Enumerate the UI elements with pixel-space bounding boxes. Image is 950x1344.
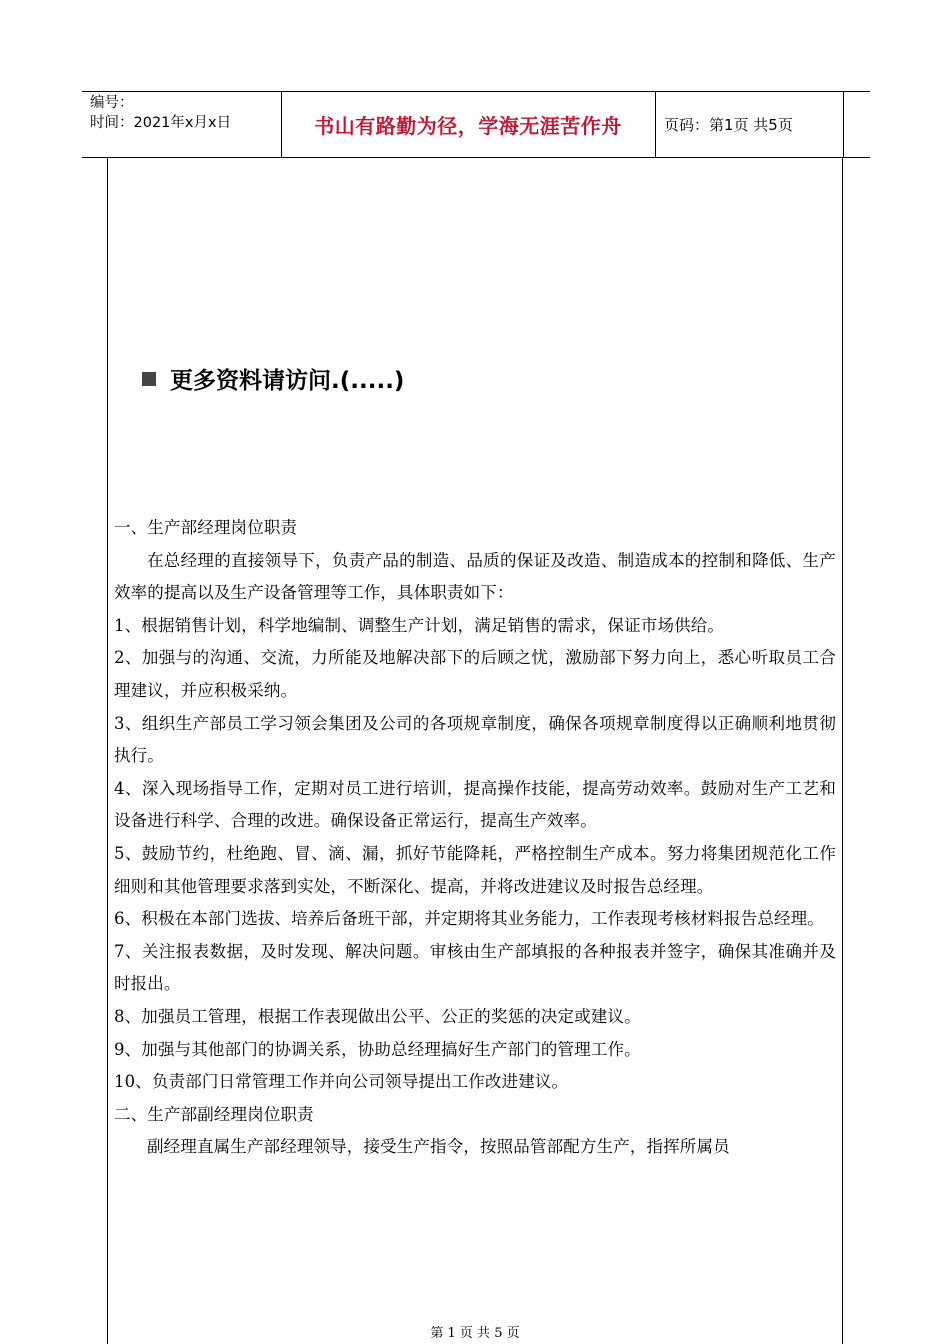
document-body [114,512,836,1164]
section-1-title: 一、生产部经理岗位职责 [114,518,298,537]
section-2-title: 二、生产部副经理岗位职责 [114,1104,314,1124]
promo-text: 更多资料请访问.(.....) [170,368,405,394]
date-label: 时间：2021年x月x日 [90,115,232,131]
header-page-info: 页码：第1页 共5页 [664,116,793,134]
header-divider-2 [655,91,656,157]
square-bullet-icon [142,372,156,386]
list-item: 9、加强与其他部门的协调关系，协助总经理搞好生产部门的管理工作。 [114,1039,641,1059]
header-meta [90,93,280,133]
list-item: 3、组织生产部员工学习领会集团及公司的各项规章制度，确保各项规章制度得以正确顺利地贯彻执行。 [114,713,836,766]
serial-label: 编号： [90,95,134,111]
list-item: 5、鼓励节约，杜绝跑、冒、滴、漏，抓好节能降耗，严格控制生产成本。努力将集团规范化工作细则和其他管理要求落到实处，不断深化、提高，并将改进建议及时报告总经理。 [114,843,836,896]
list-item: 10、负责部门日常管理工作并向公司领导提出工作改进建议。 [114,1072,569,1092]
header-motto: 书山有路勤为径，学海无涯苦作舟 [314,114,622,138]
content-box-right-border [842,158,843,1344]
promo-line [142,362,404,395]
section-1-intro: 在总经理的直接领导下，负责产品的制造、品质的保证及改造、制造成本的控制和降低、生产效率的提高以及生产设备管理等工作，具体职责如下： [114,550,836,603]
page-footer: 第 1 页 共 5 页 [430,1326,520,1341]
list-item: 2、加强与的沟通、交流，力所能及地解决部下的后顾之忧，激励部下努力向上，悉心听取员工合理建议，并应积极采纳。 [114,648,836,700]
section-2-intro: 副经理直属生产部经理领导，接受生产指令，按照品管部配方生产，指挥所属员 [147,1137,730,1157]
list-item: 4、深入现场指导工作，定期对员工进行培训，提高操作技能，提高劳动效率。鼓励对生产工艺和设备进行科学、合理的改进。确保设备正常运行，提高生产效率。 [114,778,836,831]
header-bottom-border [82,157,870,158]
content-box-left-border [107,158,108,1344]
list-item: 7、关注报表数据，及时发现、解决问题。审核由生产部填报的各种报表并签字，确保其准确并及时报出。 [114,941,836,994]
list-item: 8、加强员工管理，根据工作表现做出公平、公正的奖惩的决定或建议。 [114,1006,641,1026]
list-item: 1、根据销售计划，科学地编制、调整生产计划，满足销售的需求，保证市场供给。 [114,615,725,635]
list-item: 6、积极在本部门选拔、培养后备班干部，并定期将其业务能力，工作表现考核材料报告总经理。 [114,909,824,929]
